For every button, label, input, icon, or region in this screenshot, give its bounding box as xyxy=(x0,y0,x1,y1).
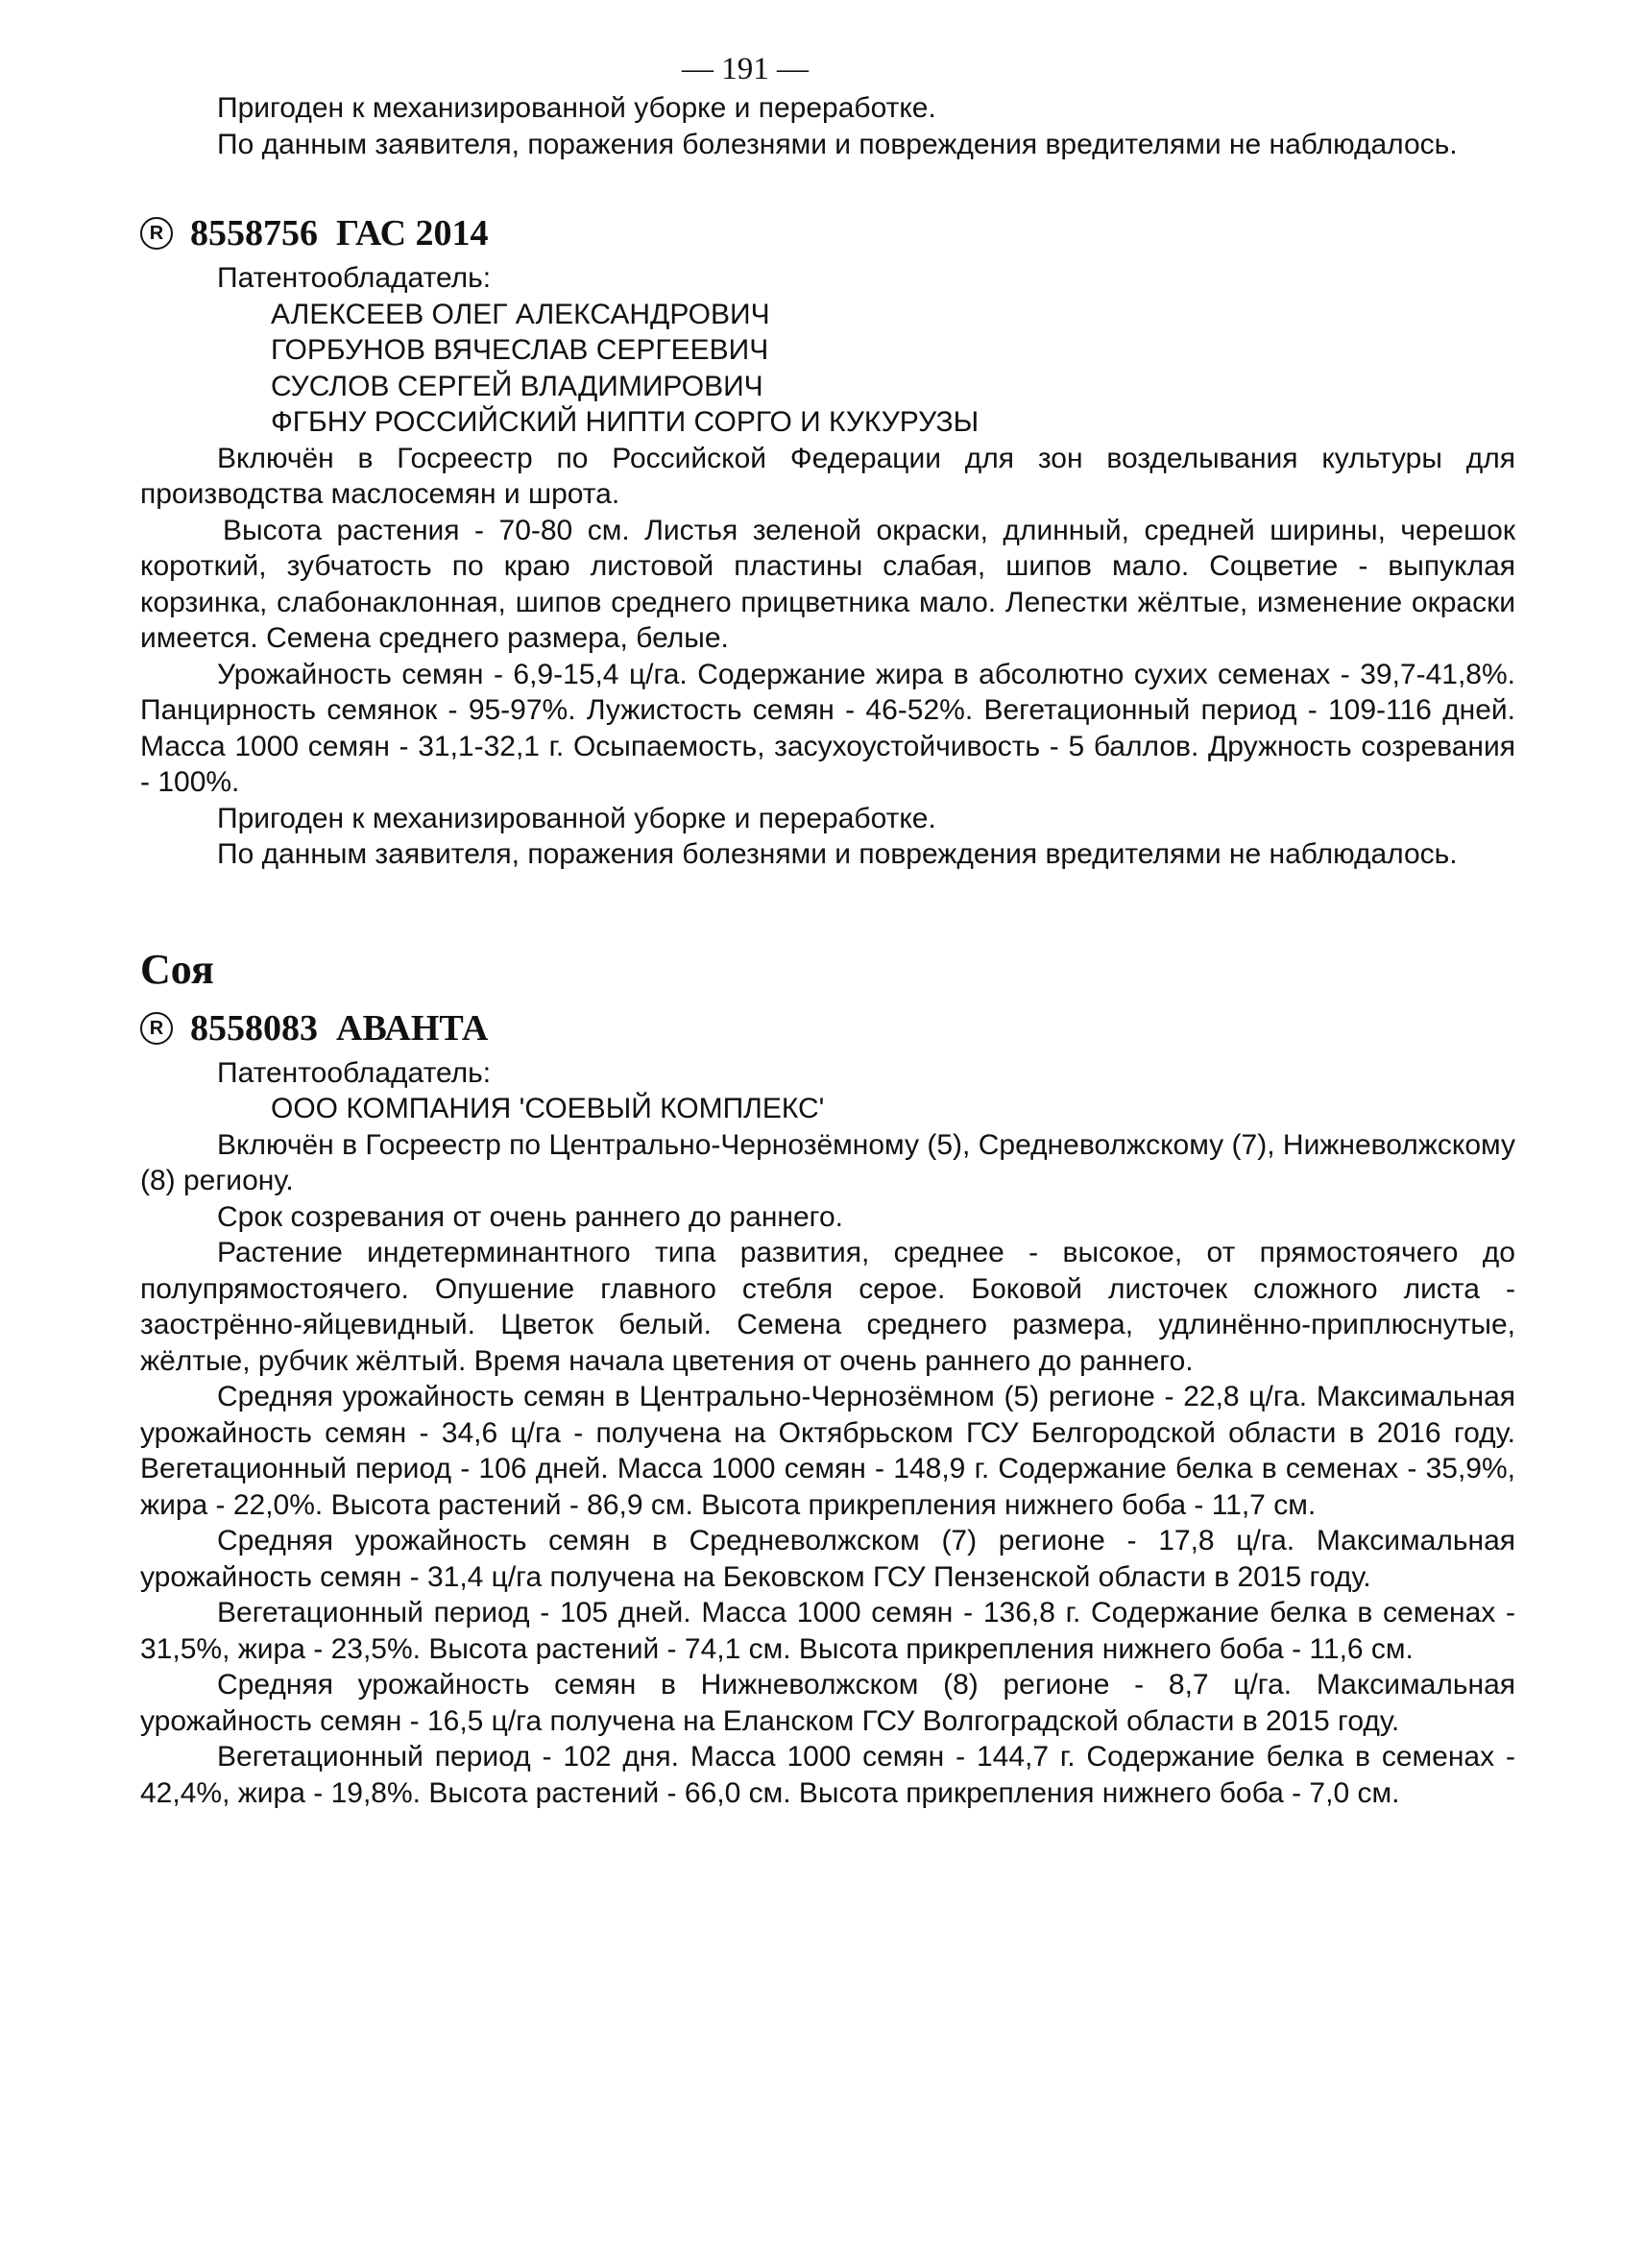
entry-paragraph: Средняя урожайность семян в Средневолжском (7) регионе - 17,8 ц/га. Максимальная урожайность семян - 31,4 ц/га получена на Бековском ГСУ Пензенской области в 2015 году. xyxy=(140,1525,1515,1593)
section-title: Соя xyxy=(140,945,214,993)
patent-holder-name: ГОРБУНОВ ВЯЧЕСЛАВ СЕРГЕЕВИЧ xyxy=(271,334,769,366)
entry-paragraph: Пригоден к механизированной уборке и переработке. xyxy=(217,802,936,834)
patent-holder-name: ООО КОМПАНИЯ 'СОЕВЫЙ КОМПЛЕКС' xyxy=(271,1093,825,1124)
registered-mark-icon: R xyxy=(140,217,173,250)
entry-paragraph: Высота растения - 70-80 см. Листья зеленой окраски, длинный, средней ширины, черешок короткий, зубчатость по краю листовой пластины слабая, шипов мало. Соцветие - выпуклая корзинка, слабонаклонная, шипов среднего прицветника мало. Лепестки жёлтые, изменение окраски имеется. Семена среднего размера, белые. xyxy=(140,514,1515,654)
entry-title: 8558083 АВАНТА xyxy=(190,1007,489,1049)
entry-paragraph: Средняя урожайность семян в Нижневолжском (8) регионе - 8,7 ц/га. Максимальная урожайность семян - 16,5 ц/га получена на Еланском ГСУ Волгоградской области в 2015 году. xyxy=(140,1669,1515,1737)
entry-paragraph: Включён в Госреестр по Центрально-Чернозёмному (5), Средневолжскому (7), Нижневолжскому (8) региону. xyxy=(140,1128,1515,1196)
entry-paragraph: Урожайность семян - 6,9-15,4 ц/га. Содержание жира в абсолютно сухих семенах - 39,7-41,8%. Панцирность семянок - 95-97%. Лужистость семян - 46-52%. Вегетационный период - 109-116 дней. Масса 1000 семян - 31,1-32,1 г. Осыпаемость, засухоустойчивость - 5 баллов. Дружность созревания - 100%. xyxy=(140,658,1515,798)
entry-heading-avanta xyxy=(140,1005,1515,1051)
entry-paragraph: Растение индетерминантного типа развития, среднее - высокое, от прямостоячего до полупрямостоячего. Опушение главного стебля серое. Боковой листочек сложного листа - заострённо-яйцевидный. Цветок белый. Семена среднего размера, удлинённо-приплюснутые, жёлтые, рубчик жёлтый. Время начала цветения от очень раннего до раннего. xyxy=(140,1237,1515,1377)
patent-holder-label: Патентообладатель: xyxy=(217,262,492,294)
patent-holder-name: СУСЛОВ СЕРГЕЙ ВЛАДИМИРОВИЧ xyxy=(271,370,763,402)
entry-paragraph: По данным заявителя, поражения болезнями и повреждения вредителями не наблюдалось. xyxy=(217,838,1458,870)
patent-holder-name: ФГБНУ РОССИЙСКИЙ НИПТИ СОРГО И КУКУРУЗЫ xyxy=(271,406,980,438)
patent-holder-name: АЛЕКСЕЕВ ОЛЕГ АЛЕКСАНДРОВИЧ xyxy=(271,298,770,330)
page-number: — 191 — xyxy=(682,52,809,86)
patent-holder-label: Патентообладатель: xyxy=(217,1056,492,1089)
entry-heading-gas-2014 xyxy=(140,210,1515,256)
registered-mark-icon: R xyxy=(140,1012,173,1045)
entry-paragraph: Срок созревания от очень раннего до раннего. xyxy=(217,1200,843,1233)
entry-paragraph: Вегетационный период - 102 дня. Масса 1000 семян - 144,7 г. Содержание белка в семенах - 42,4%, жира - 19,8%. Высота растений - 66,0 см. Высота прикрепления нижнего боба - 7,0 см. xyxy=(140,1741,1515,1809)
entry-title: 8558756 ГАС 2014 xyxy=(190,213,489,253)
intro-paragraph-1: Пригоден к механизированной уборке и переработке. xyxy=(217,92,936,124)
document-page xyxy=(140,50,1515,1811)
entry-paragraph: Вегетационный период - 105 дней. Масса 1000 семян - 136,8 г. Содержание белка в семенах - 31,5%, жира - 23,5%. Высота растений - 74,1 см. Высота прикрепления нижнего боба - 11,6 см. xyxy=(140,1597,1515,1665)
intro-paragraph-2: По данным заявителя, поражения болезнями и повреждения вредителями не наблюдалось. xyxy=(217,128,1458,160)
entry-paragraph: Средняя урожайность семян в Центрально-Чернозёмном (5) регионе - 22,8 ц/га. Максимальная урожайность семян - 34,6 ц/га - получена на Октябрьском ГСУ Белгородской области в 2016 году. Вегетационный период - 106 дней. Масса 1000 семян - 148,9 г. Содержание белка в семенах - 35,9%, жира - 22,0%. Высота растений - 86,9 см. Высота прикрепления нижнего боба - 11,7 см. xyxy=(140,1381,1515,1521)
entry-paragraph: Включён в Госреестр по Российской Федерации для зон возделывания культуры для производства маслосемян и шрота. xyxy=(140,442,1515,510)
